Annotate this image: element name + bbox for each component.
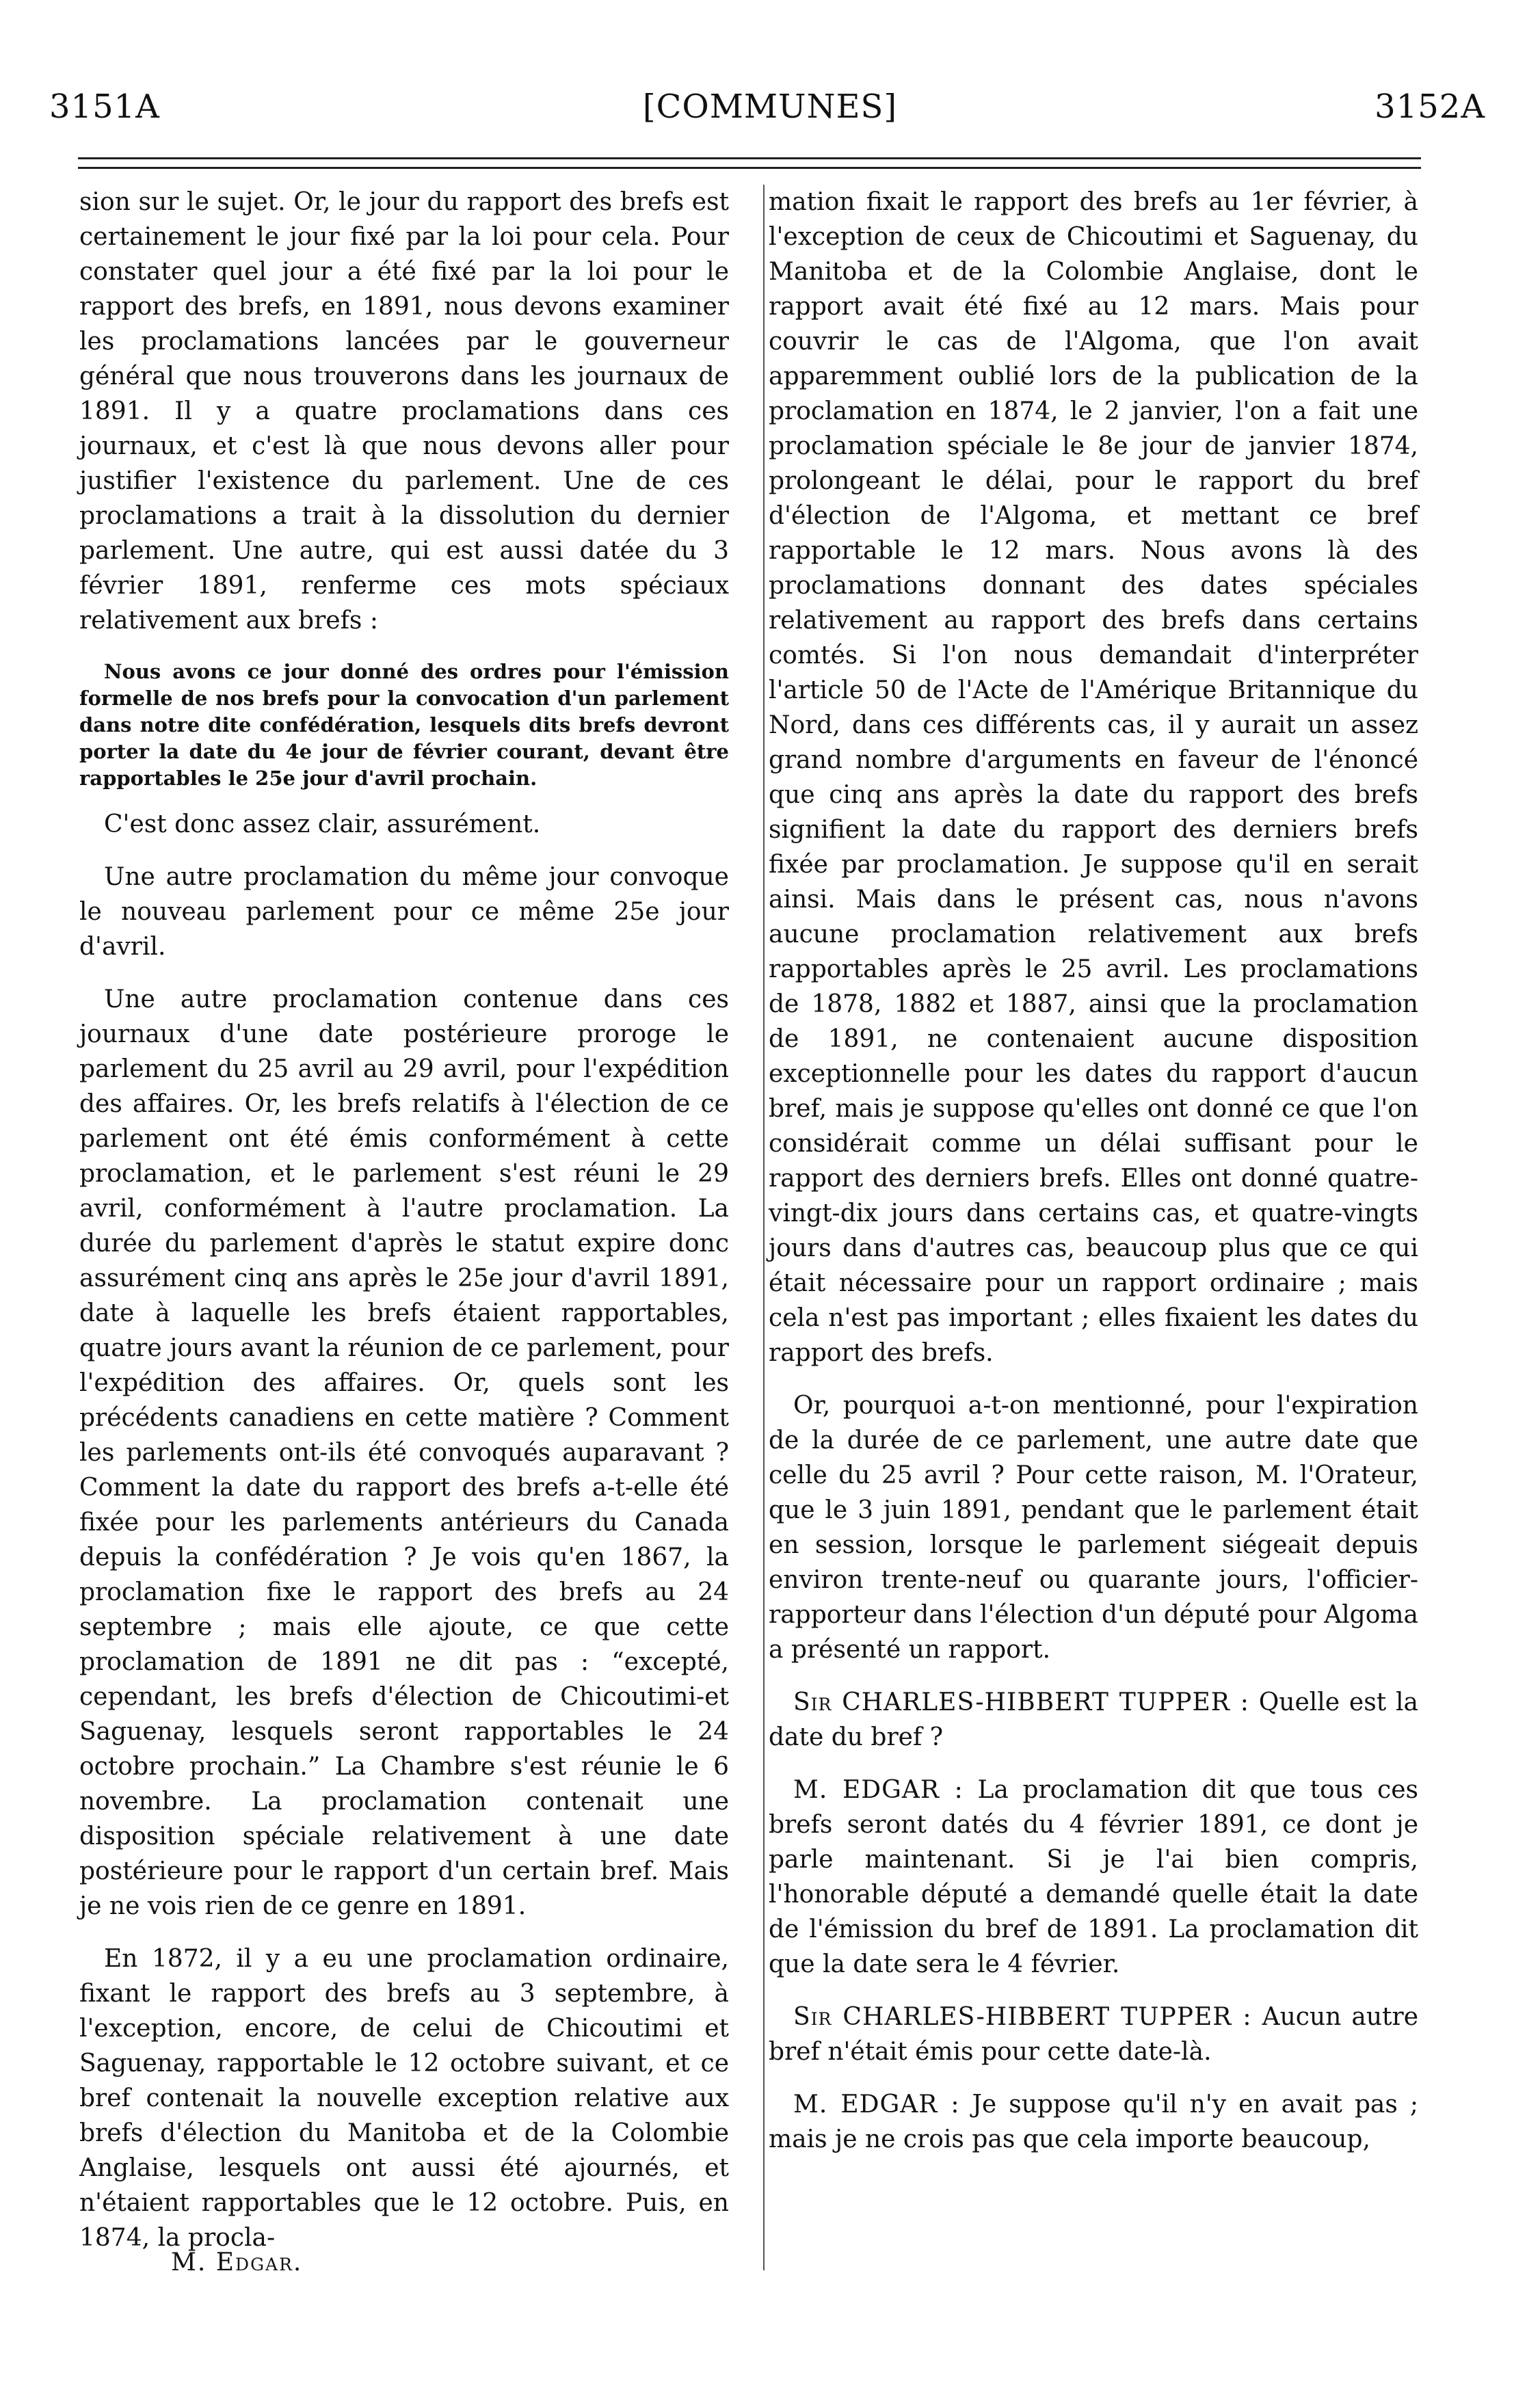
- speech-text: La proclamation dit que tous ces brefs seront datés du 4 février 1891, ce dont je parle maintenant. Si je l'ai bien compris, l'honorable député a demandé quelle était la date de l'émission du bref de 1891. La proclamation dit que la date sera le 4 février.: [769, 1776, 1418, 1978]
- speaker-name: M. EDGAR :: [793, 2090, 960, 2119]
- speaker-name: M. EDGAR :: [793, 1776, 964, 1804]
- speaker-signature: M. Edgar.: [171, 2248, 303, 2276]
- speech: [769, 2087, 1418, 2157]
- paragraph: En 1872, il y a eu une proclamation ordinaire, fixant le rapport des brefs au 3 septembre, à l'exception, encore, de celui de Chicoutimi et Saguenay, rapportable le 12 octobre suivant, et ce bref contenait la nouvelle exception relative aux brefs d'élection du Manitoba et de la Colombie Anglaise, lesquels ont aussi été ajournés, et n'étaient rapportables que le 12 octobre. Puis, en 1874, la procla-: [79, 1945, 729, 2252]
- paragraph: Une autre proclamation du même jour convoque le nouveau parlement pour ce même 25e jour d'avril.: [79, 863, 729, 961]
- speaker-name: Sir CHARLES-HIBBERT TUPPER :: [793, 2003, 1252, 2031]
- paragraph: mation fixait le rapport des brefs au 1er février, à l'exception de ceux de Chicoutimi et Saguenay, du Manitoba et de la Colombie Anglaise, dont le rapport avait été fixé au 12 mars. Mais pour couvrir le cas de l'Algoma, que l'on avait apparemment oublié lors de la publication de la proclamation en 1874, le 2 janvier, l'on a fait une proclamation spéciale le 8e jour de janvier 1874, prolongeant le délai, pour le rapport du bref d'élection de l'Algoma, et mettant ce bref rapportable le 12 mars. Nous avons là des proclamations donnant des dates spéciales relativement au rapport des brefs dans certains comtés. Si l'on nous demandait d'interpréter l'article 50 de l'Acte de l'Amérique Britannique du Nord, dans ces différents cas, il y aurait un assez grand nombre d'arguments en faveur de l'énoncé que cinq ans après la date du rapport des brefs signifient la date du rapport des derniers brefs fixée par proclamation. Je suppose qu'il en serait ainsi. Mais dans le présent cas, nous n'avons aucune proclamation relativement aux brefs rapportables après le 25 avril. Les proclamations de 1878, 1882 et 1887, ainsi que la proclamation de 1891, ne contenaient aucune disposition exceptionnelle pour les dates du rapport d'aucun bref, mais je suppose qu'elles ont donné ce que l'on considérait comme un délai suffisant pour le rapport des derniers brefs. Elles ont donné quatre-vingt-dix jours dans certains cas, et quatre-vingts jours dans d'autres cas, beaucoup plus que ce qui était nécessaire pour un rapport ordinaire ; mais cela n'est pas important ; elles fixaient les dates du rapport des brefs.: [769, 188, 1418, 1367]
- speaker-name: Sir CHARLES-HIBBERT TUPPER :: [793, 1688, 1249, 1716]
- paragraph: C'est donc assez clair, assurément.: [104, 810, 541, 838]
- running-header: [COMMUNES]: [642, 88, 898, 126]
- speech-text: Je suppose qu'il n'y en avait pas ; mais je ne crois pas que cela importe beaucoup,: [769, 2090, 1419, 2153]
- left-column: [79, 185, 729, 2273]
- header-rule-bottom: [78, 167, 1421, 169]
- paragraph: Or, pourquoi a-t-on mentionné, pour l'expiration de la durée de ce parlement, une autre date que celle du 25 avril ? Pour cette raison, M. l'Orateur, que le 3 juin 1891, pendant que le parlement était en session, lorsque le parlement siégeait depuis environ trente-neuf ou quarante jours, l'officier-rapporteur dans l'élection d'un député pour Algoma a présenté un rapport.: [769, 1392, 1418, 1664]
- speech: [769, 1772, 1418, 1982]
- quoted-proclamation: Nous avons ce jour donné des ordres pour l'émission formelle de nos brefs pour la convocation d'un parlement dans notre dite confédération, lesquels dits brefs devront porter la date du 4e jour de février courant, devant être rapportables le 25e jour d'avril prochain.: [79, 660, 729, 790]
- page-number-left: 3151A: [49, 88, 160, 126]
- speech-text: Quelle est la date du bref ?: [769, 1688, 1418, 1751]
- column-divider: [763, 185, 765, 2270]
- speech-text: Aucun autre bref n'était émis pour cette date-là.: [769, 2003, 1419, 2066]
- header-rule-top: [78, 157, 1421, 159]
- page-number-right: 3152A: [1375, 88, 1485, 126]
- right-column: [769, 185, 1418, 2175]
- speech: [769, 2000, 1418, 2069]
- speech: [769, 1685, 1418, 1755]
- paragraph: sion sur le sujet. Or, le jour du rapport des brefs est certainement le jour fixé par la loi pour cela. Pour constater quel jour a été fixé par la loi pour le rapport des brefs, en 1891, nous devons examiner les proclamations lancées par le gouverneur général que nous trouverons dans les journaux de 1891. Il y a quatre proclamations dans ces journaux, et c'est là que nous devons aller pour justifier l'existence du parlement. Une de ces proclamations a trait à la dissolution du dernier parlement. Une autre, qui est aussi datée du 3 février 1891, renferme ces mots spéciaux relativement aux brefs :: [79, 188, 729, 635]
- paragraph: Une autre proclamation contenue dans ces journaux d'une date postérieure proroge le parlement du 25 avril au 29 avril, pour l'expédition des affaires. Or, les brefs relatifs à l'élection de ce parlement ont été émis conformément à cette proclamation, et le parlement s'est réuni le 29 avril, conformément à l'autre proclamation. La durée du parlement d'après le statut expire donc assurément cinq ans après le 25e jour d'avril 1891, date à laquelle les brefs étaient rapportables, quatre jours avant la réunion de ce parlement, pour l'expédition des affaires. Or, quels sont les précédents canadiens en cette matière ? Comment les parlements ont-ils été convoqués auparavant ? Comment la date du rapport des brefs a-t-elle été fixée pour les parlements antérieurs du Canada depuis la confédération ? Je vois qu'en 1867, la proclamation fixe le rapport des brefs au 24 septembre ; mais elle ajoute, ce que cette proclamation de 1891 ne dit pas : “excepté, cependant, les brefs d'élection de Chicoutimi-et Saguenay, lesquels seront rapportables le 24 octobre prochain.” La Chambre s'est réunie le 6 novembre. La proclamation contenait une disposition spéciale relativement à une date postérieure pour le rapport d'un certain bref. Mais je ne vois rien de ce genre en 1891.: [79, 985, 729, 1920]
